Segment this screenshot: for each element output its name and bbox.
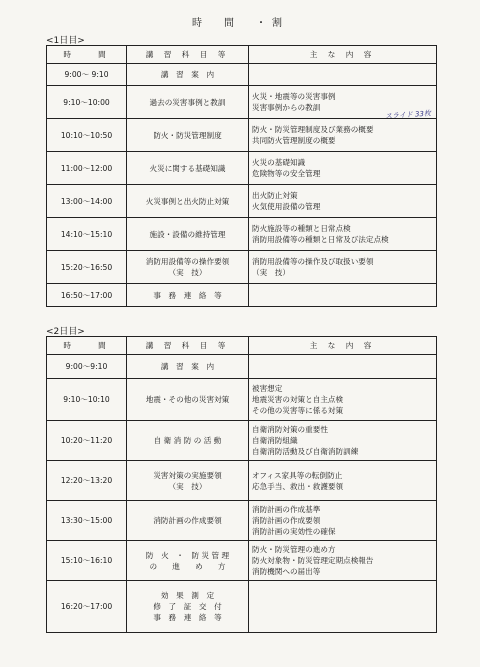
subject-line: 地震・その他の災害対策 <box>145 395 230 404</box>
time-cell: 14:10〜15:10 <box>47 218 127 251</box>
time-cell: 10:20〜11:20 <box>47 421 127 461</box>
content-line: 消防計画の実効性の確保 <box>252 527 336 536</box>
time-cell: 12:20〜13:20 <box>47 461 127 501</box>
table-row <box>47 152 437 185</box>
header-time: 時 間 <box>47 337 127 355</box>
day2-label: <2日目> <box>46 327 85 337</box>
content-line: 消防計画の作成基準 <box>252 505 321 514</box>
time-cell: 9:10〜10:00 <box>47 86 127 119</box>
content-line: 防火対象物・防災管理定期点検報告 <box>252 556 374 565</box>
content-line: 消防用設備等の操作及び取扱い要領 <box>252 257 374 266</box>
content-line: 応急手当、救出・救護要領 <box>252 481 344 491</box>
subject-cell <box>127 86 249 119</box>
content-cell <box>249 64 437 86</box>
header-content: 主 な 内 容 <box>249 337 437 355</box>
table-header-row <box>47 46 437 64</box>
content-cell <box>249 152 437 185</box>
content-cell <box>249 379 437 421</box>
subject-cell <box>127 119 249 152</box>
header-subject: 講 習 科 目 等 <box>127 46 249 64</box>
subject-cell <box>127 355 249 379</box>
content-line: 被害想定 <box>252 384 283 393</box>
subject-line: 効 果 測 定 <box>160 591 215 600</box>
subject-cell <box>127 541 249 581</box>
subject-line: 防 火 ・ 防 災 管 理 <box>145 550 230 560</box>
content-line: 防火・防災管理制度及び業務の概要 <box>252 125 374 134</box>
subject-line: 防火・防災管理制度 <box>153 130 222 140</box>
content-cell <box>249 541 437 581</box>
table-header-row <box>47 337 437 355</box>
content-cell <box>249 86 437 119</box>
content-line: 自衛消防組織 <box>252 436 298 445</box>
table-row <box>47 541 437 581</box>
content-line: 自衛消防活動及び自衛消防訓練 <box>252 447 359 456</box>
table-row <box>47 218 437 251</box>
header-time: 時 間 <box>47 46 127 64</box>
subject-cell <box>127 64 249 86</box>
content-line: 地震災害の対策と自主点検 <box>252 395 344 404</box>
table-row <box>47 185 437 218</box>
content-cell <box>249 119 437 152</box>
content-cell <box>249 251 437 284</box>
subject-line: 施設・設備の維持管理 <box>149 229 226 239</box>
content-cell <box>249 218 437 251</box>
content-line: 火災・地震等の災害事例 <box>252 92 336 101</box>
day1-schedule-table <box>46 45 437 307</box>
time-cell: 15:10〜16:10 <box>47 541 127 581</box>
subject-line: 自 衛 消 防 の 活 動 <box>153 436 222 445</box>
time-cell: 10:10〜10:50 <box>47 119 127 152</box>
subject-line: 災害対策の実施要領 <box>153 470 222 480</box>
subject-line: （実 技） <box>168 481 207 491</box>
subject-line: 火災事例と出火防止対策 <box>145 196 230 206</box>
table-row <box>47 86 437 119</box>
subject-cell <box>127 461 249 501</box>
content-line: オフィス家具等の転倒防止 <box>252 470 343 480</box>
subject-line: 消防計画の作成要領 <box>153 516 222 525</box>
content-line: 災害事例からの教訓 <box>252 103 321 112</box>
table-row <box>47 64 437 86</box>
time-cell: 9:00〜 9:10 <box>47 64 127 86</box>
time-cell: 16:50〜17:00 <box>47 284 127 307</box>
content-cell <box>249 501 437 541</box>
subject-line: 事 務 連 絡 等 <box>153 290 222 300</box>
time-cell: 15:20〜16:50 <box>47 251 127 284</box>
table-row <box>47 461 437 501</box>
subject-line: 講 習 案 内 <box>160 362 215 371</box>
day2-schedule-table <box>46 336 437 633</box>
content-line: 防火・防災管理の進め方 <box>252 545 336 554</box>
subject-line: 事 務 連 絡 等 <box>153 613 222 622</box>
subject-cell <box>127 379 249 421</box>
time-cell: 16:20〜17:00 <box>47 581 127 633</box>
content-line: 出火防止対策 <box>252 191 298 200</box>
subject-line: 修 了 証 交 付 <box>153 602 222 611</box>
subject-cell <box>127 152 249 185</box>
subject-cell <box>127 185 249 218</box>
content-line: 消防機関への届出等 <box>252 567 321 576</box>
content-line: 火災の基礎知識 <box>252 158 306 167</box>
content-line: 共同防火管理制度の概要 <box>252 136 336 145</box>
subject-line: （実 技） <box>168 268 207 277</box>
subject-cell <box>127 218 249 251</box>
content-line: （実 技） <box>252 268 290 277</box>
content-line: 消防計画の作成要領 <box>252 516 321 525</box>
content-line: 火気使用設備の管理 <box>252 202 321 211</box>
handwritten-note: スライド 33枚 <box>384 109 432 121</box>
content-line: その他の災害等に係る対策 <box>252 406 344 415</box>
subject-cell <box>127 581 249 633</box>
table-row <box>47 251 437 284</box>
subject-line: 講 習 案 内 <box>160 70 215 79</box>
content-line: 自衛消防対策の重要性 <box>252 425 328 434</box>
content-cell <box>249 355 437 379</box>
content-cell <box>249 185 437 218</box>
content-cell <box>249 421 437 461</box>
subject-cell <box>127 501 249 541</box>
subject-cell <box>127 251 249 284</box>
day1-label: <1日目> <box>46 36 85 46</box>
content-line: 消防用設備等の種類と日常及び法定点検 <box>252 235 389 244</box>
header-content: 主 な 内 容 <box>249 46 437 64</box>
content-line: 防火施設等の種類と日常点検 <box>252 224 351 233</box>
subject-line: 消防用設備等の操作要領 <box>145 257 230 266</box>
subject-line: の 進 め 方 <box>149 561 226 571</box>
time-cell: 9:00〜9:10 <box>47 355 127 379</box>
time-cell: 13:30〜15:00 <box>47 501 127 541</box>
header-subject: 講 習 科 目 等 <box>127 337 249 355</box>
table-row <box>47 501 437 541</box>
content-cell <box>249 284 437 307</box>
table-row <box>47 379 437 421</box>
table-row <box>47 581 437 633</box>
content-cell <box>249 461 437 501</box>
table-row <box>47 421 437 461</box>
time-cell: 11:00〜12:00 <box>47 152 127 185</box>
time-cell: 13:00〜14:00 <box>47 185 127 218</box>
table-row <box>47 284 437 307</box>
subject-cell <box>127 284 249 307</box>
subject-line: 過去の災害事例と教訓 <box>149 97 226 107</box>
table-row <box>47 355 437 379</box>
time-cell: 9:10〜10:10 <box>47 379 127 421</box>
subject-cell <box>127 421 249 461</box>
table-row <box>47 119 437 152</box>
content-cell <box>249 581 437 633</box>
content-line: 危険物等の安全管理 <box>252 169 321 178</box>
page-title: 時 間 ・割 <box>192 18 288 29</box>
subject-line: 火災に関する基礎知識 <box>149 163 226 173</box>
